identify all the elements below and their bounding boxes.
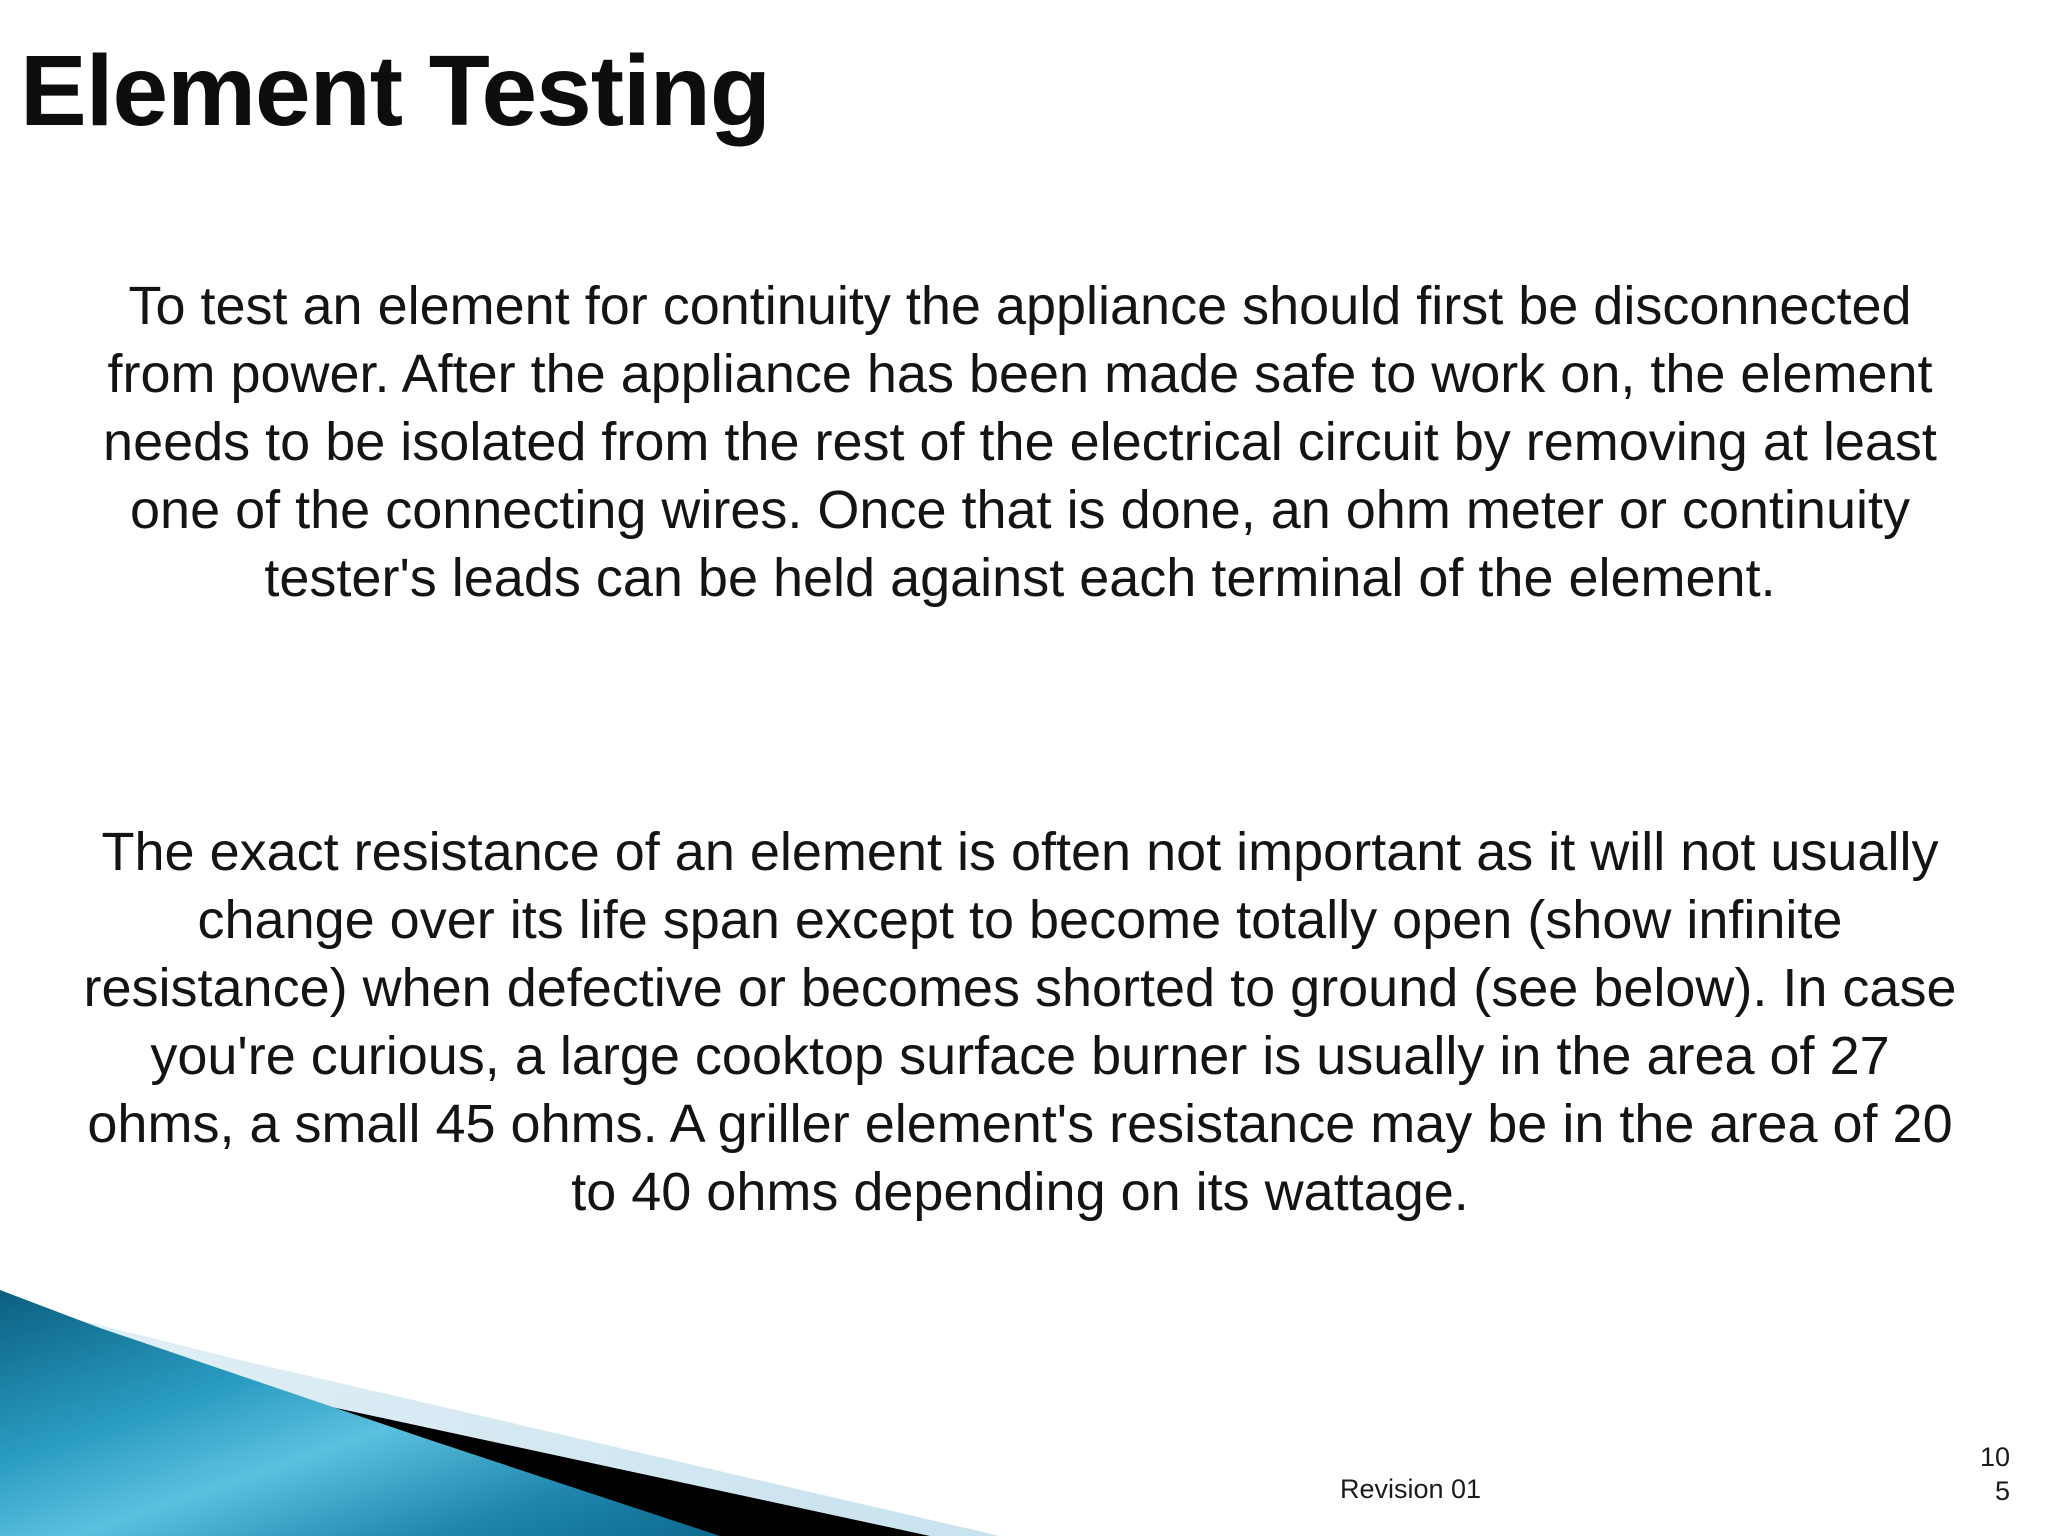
page-number-line-1: 10: [1979, 1442, 2010, 1472]
slide-title: Element Testing: [20, 35, 770, 147]
page-number: [1960, 1440, 2010, 1508]
corner-swoosh-decoration: [0, 1290, 1000, 1536]
page-number-line-2: 5: [1994, 1476, 2010, 1506]
body-paragraph-resistance: The exact resistance of an element is often not important as it will not usually change over its life span except to become totally open (show infinite resistance) when defective or becomes shorted to ground (see below). In case you're curious, a large cooktop surface burner is usually in the area of 27 ohms, a small 45 ohms. A griller element's resistance may be in the area of 20 to 40 ohms depending on its wattage.: [83, 822, 1957, 1222]
revision-label: Revision 01: [1340, 1474, 1482, 1504]
body-paragraph-continuity: To test an element for continuity the appliance should first be disconnected from power. After the appliance has been made safe to work on, the element needs to be isolated from the rest of the electrical circuit by removing at least one of the connecting wires. Once that is done, an ohm meter or continuity tester's leads can be held against each terminal of the element.: [103, 276, 1937, 608]
